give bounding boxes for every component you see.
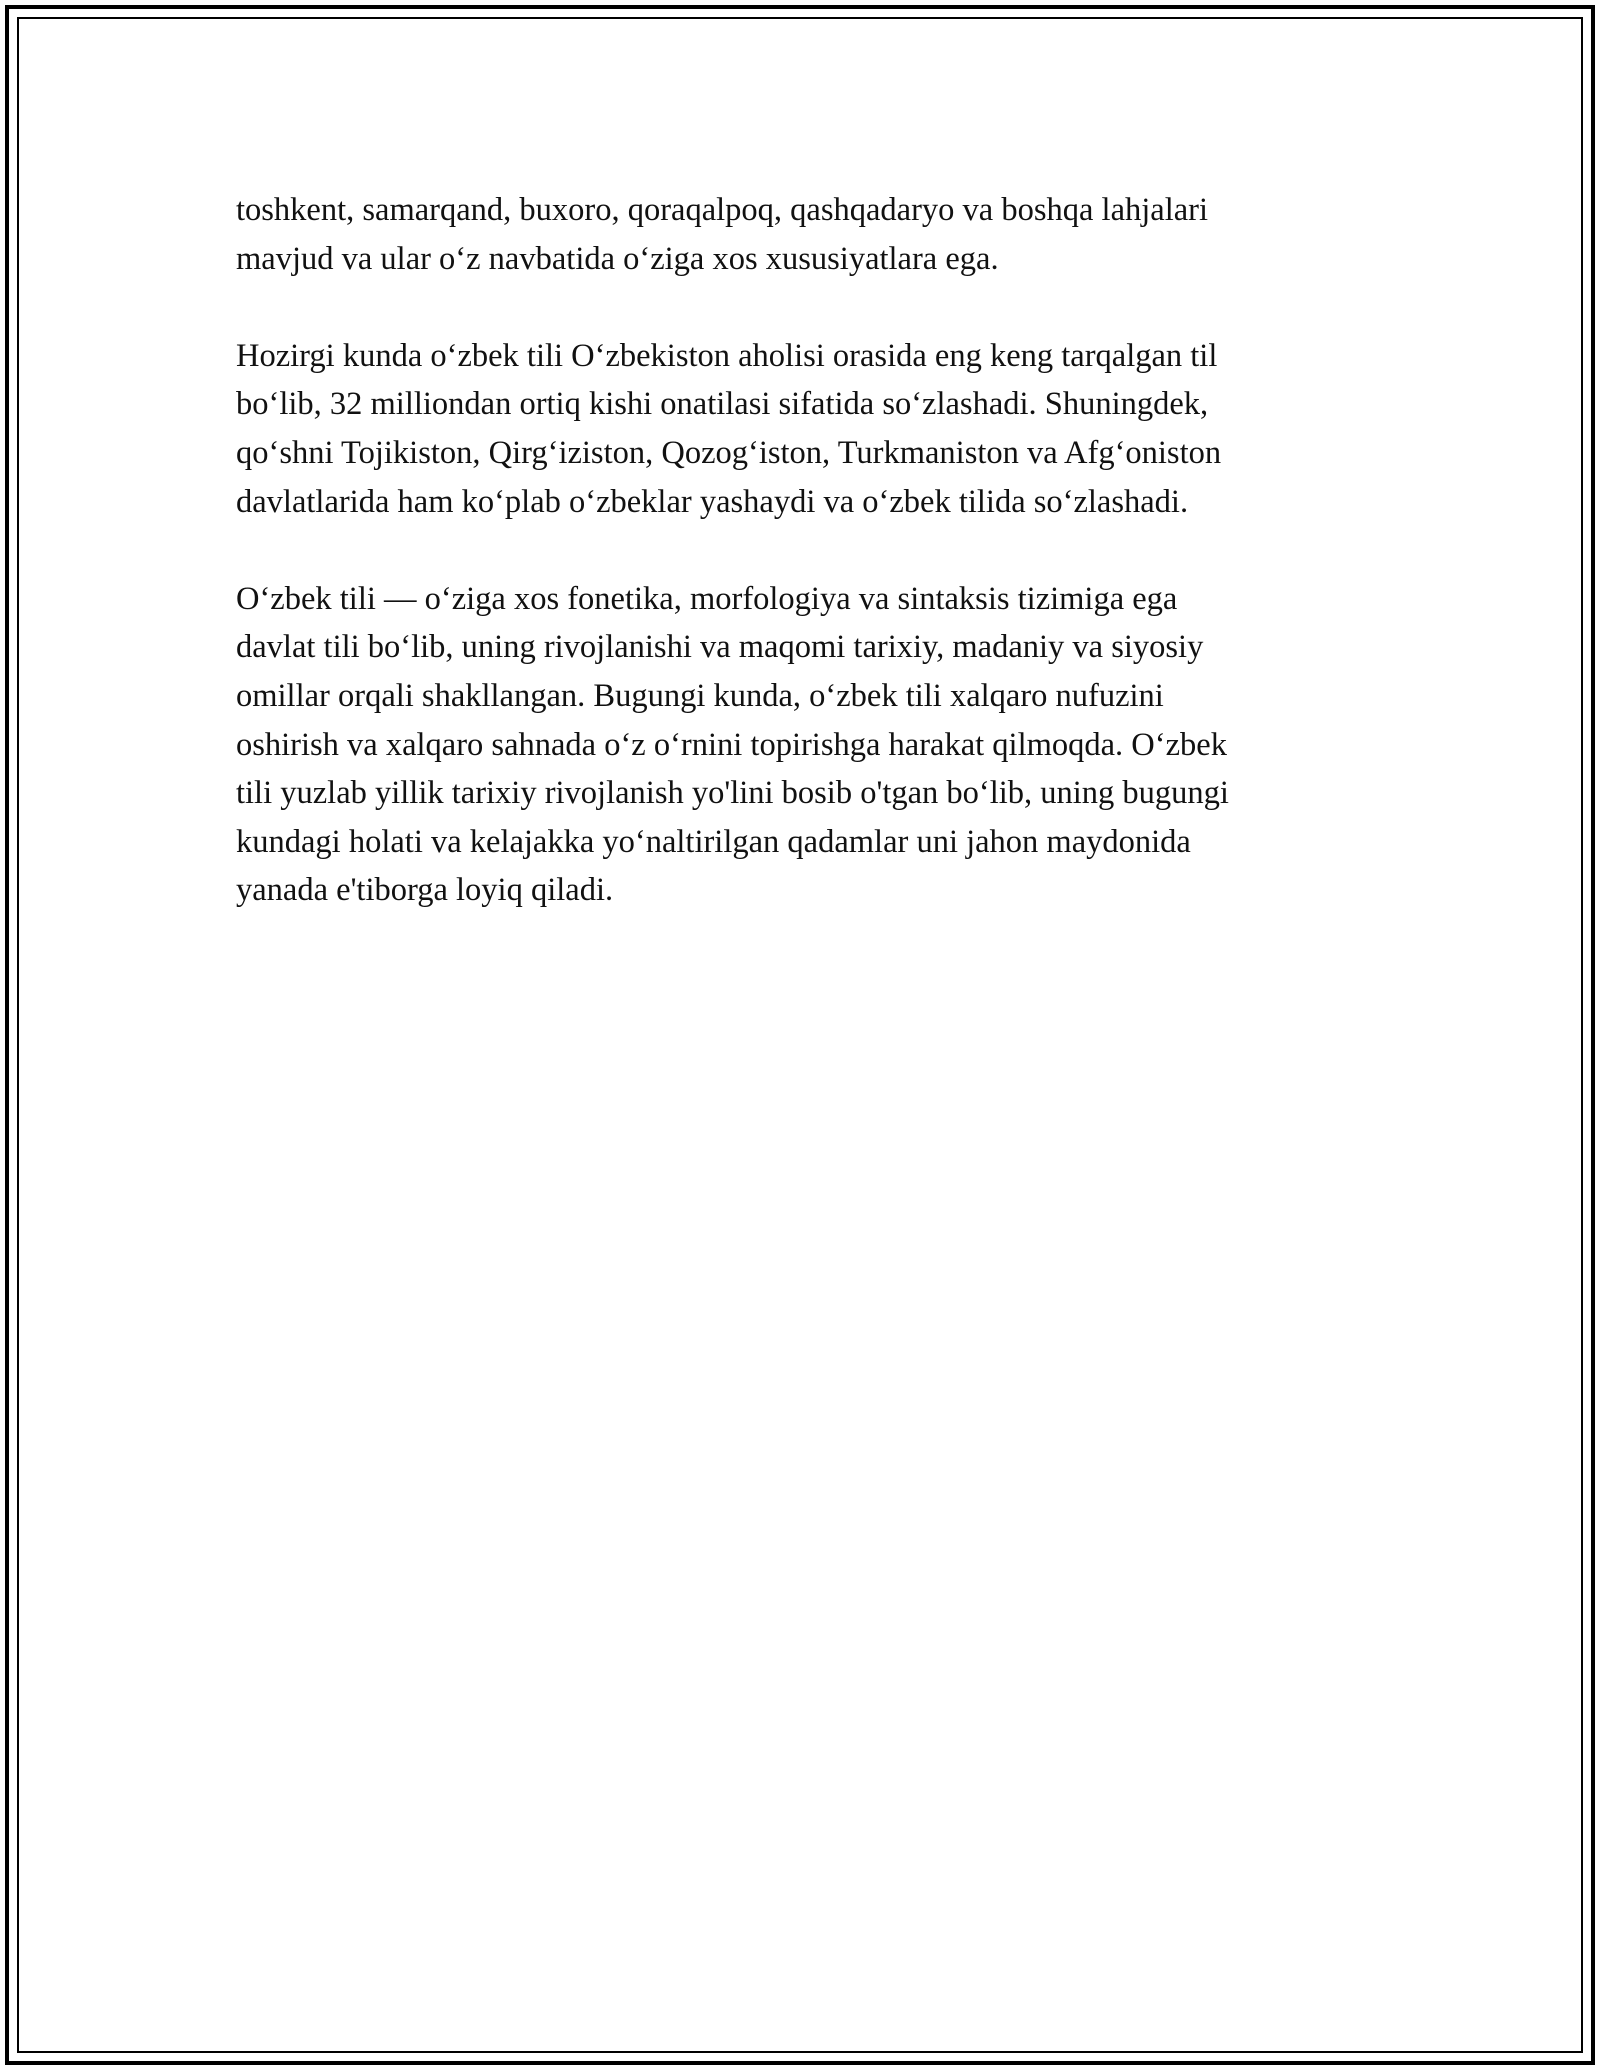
paragraph-1 xyxy=(236,186,1366,283)
text-line: O‘zbek tili — o‘ziga xos fonetika, morfologiya va sintaksis tizimiga ega xyxy=(236,580,1178,617)
text-line: omillar orqali shakllangan. Bugungi kunda, o‘zbek tili xalqaro nufuzini xyxy=(236,677,1164,714)
text-line: qo‘shni Tojikiston, Qirg‘iziston, Qozog‘iston, Turkmaniston va Afg‘oniston xyxy=(236,434,1222,471)
text-line: davlatlarida ham ko‘plab o‘zbeklar yashaydi va o‘zbek tilida so‘zlashadi. xyxy=(236,483,1189,520)
text-line: bo‘lib, 32 milliondan ortiq kishi onatilasi sifatida so‘zlashadi. Shuningdek, xyxy=(236,386,1209,423)
paragraph-2 xyxy=(236,332,1366,526)
paragraph-3 xyxy=(236,575,1366,915)
text-line: yanada e'tiborga loyiq qiladi. xyxy=(236,872,614,909)
text-line: Hozirgi kunda o‘zbek tili O‘zbekiston aholisi orasida eng keng tarqalgan til xyxy=(236,337,1218,374)
text-line: mavjud va ular o‘z navbatida o‘ziga xos xususiyatlara ega. xyxy=(236,240,999,277)
text-line: kundagi holati va kelajakka yo‘naltirilgan qadamlar uni jahon maydonida xyxy=(236,823,1191,860)
document-body xyxy=(236,186,1366,964)
text-line: toshkent, samarqand, buxoro, qoraqalpoq, qashqadaryo va boshqa lahjalari xyxy=(236,192,1209,228)
text-line: oshirish va xalqaro sahnada o‘z o‘rnini topirishga harakat qilmoqda. O‘zbek xyxy=(236,726,1227,763)
text-line: tili yuzlab yillik tarixiy rivojlanish yo'lini bosib o'tgan bo‘lib, uning bugungi xyxy=(236,775,1229,812)
text-line: davlat tili bo‘lib, uning rivojlanishi va maqomi tarixiy, madaniy va siyosiy xyxy=(236,629,1204,666)
